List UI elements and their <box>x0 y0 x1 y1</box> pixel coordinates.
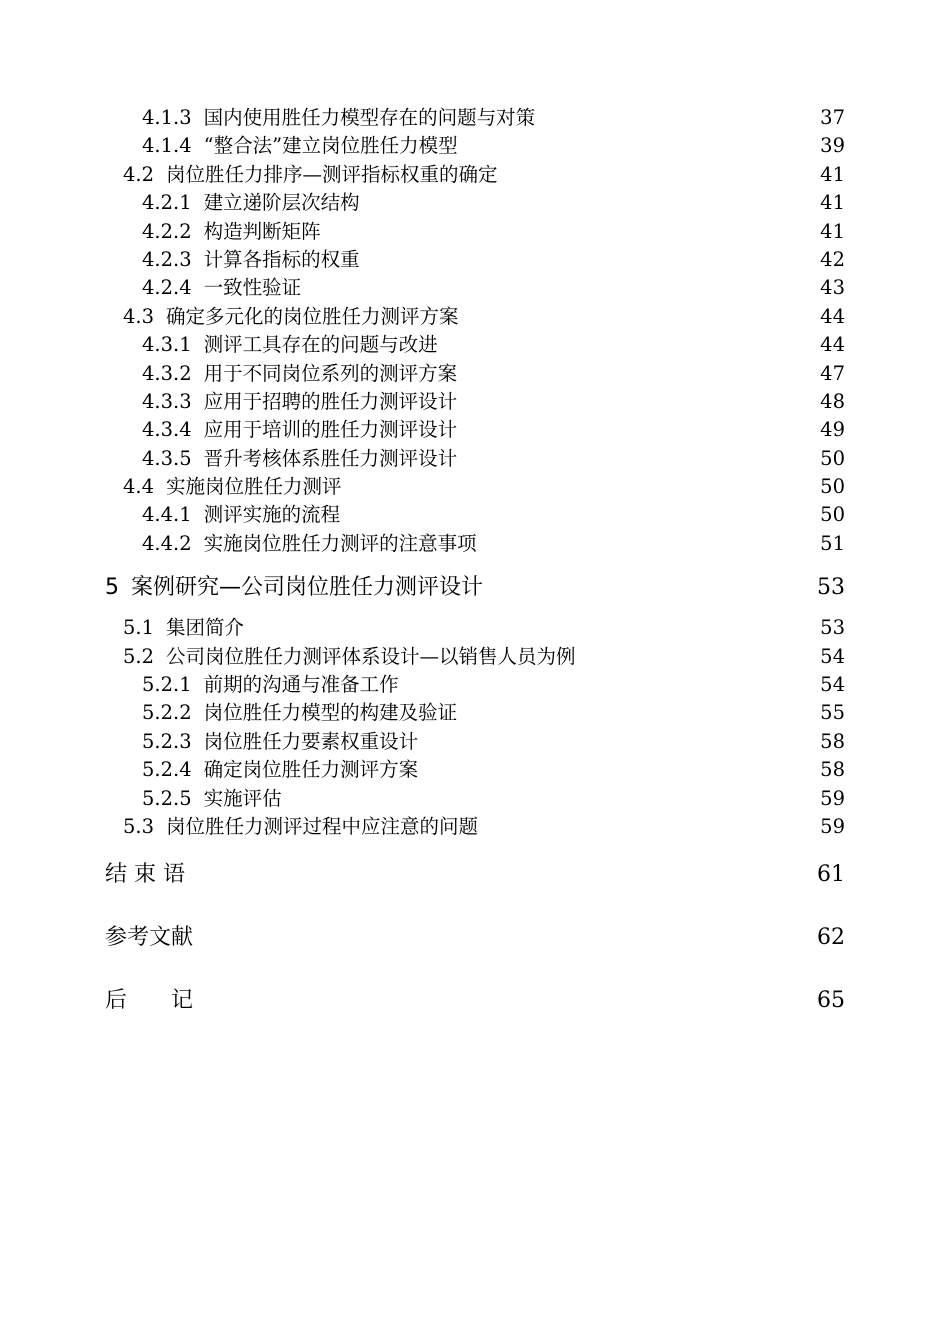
toc-entry-page: 50 <box>820 446 845 470</box>
toc-entry-5-1[interactable] <box>0 614 950 642</box>
toc-entry-number: 4.4 <box>123 475 155 499</box>
toc-entry-title: 用于不同岗位系列的测评方案 <box>203 361 458 385</box>
toc-entry-title: 实施评估 <box>203 786 282 810</box>
toc-entry-4-2-2[interactable] <box>0 218 950 246</box>
toc-entry-number: 4.4.2 <box>142 531 192 555</box>
toc-entry-number: 5.3 <box>123 814 155 838</box>
toc-entry-4-1-3[interactable] <box>0 104 950 132</box>
toc-entry-number: 4.2.1 <box>142 191 192 215</box>
toc-entry-title: 集团简介 <box>166 616 245 640</box>
toc-entry-page: 53 <box>817 575 845 601</box>
toc-entry-page: 54 <box>820 673 845 697</box>
toc-entry-4-3-4[interactable] <box>0 416 950 444</box>
toc-entry-number: 4.1.3 <box>142 106 192 129</box>
toc-entry-title: 构造判断矩阵 <box>203 219 321 243</box>
toc-entry-title: 结 束 语 <box>105 862 185 888</box>
toc-entry-title: “整合法”建立岗位胜任力模型 <box>203 134 458 158</box>
toc-entry-title: 应用于招聘的胜任力测评设计 <box>203 389 458 413</box>
toc-entry-title: 测评工具存在的问题与改进 <box>203 333 438 357</box>
toc-postscript[interactable] <box>0 979 950 1023</box>
toc-entry-number: 4.3.2 <box>142 361 192 385</box>
toc-entry-number: 5.2.2 <box>142 701 192 725</box>
toc-entry-5-2-3[interactable] <box>0 728 950 756</box>
toc-entry-title: 国内使用胜任力模型存在的问题与对策 <box>203 106 536 129</box>
toc-entry-4-2-3[interactable] <box>0 246 950 274</box>
toc-entry-4-4[interactable] <box>0 473 950 501</box>
toc-entry-page: 44 <box>820 333 845 357</box>
toc-entry-4-3-5[interactable] <box>0 445 950 473</box>
toc-conclusion[interactable] <box>0 853 950 897</box>
toc-entry-title: 实施岗位胜任力测评 <box>166 475 342 499</box>
toc-entry-number: 5.2.5 <box>142 786 192 810</box>
toc-entry-page: 50 <box>820 475 845 499</box>
toc-entry-page: 39 <box>820 134 845 158</box>
toc-entry-4-3-1[interactable] <box>0 331 950 359</box>
toc-entry-page: 55 <box>820 701 845 725</box>
toc-entry-page: 65 <box>817 988 845 1014</box>
toc-entry-5-2-4[interactable] <box>0 756 950 784</box>
toc-entry-4-2-4[interactable] <box>0 274 950 302</box>
toc-entry-page: 41 <box>820 191 845 215</box>
toc-entry-page: 58 <box>820 758 845 782</box>
toc-entry-number: 4.3.1 <box>142 333 192 357</box>
toc-entry-number: 4.2.3 <box>142 247 192 271</box>
toc-entry-title: 晋升考核体系胜任力测评设计 <box>203 446 458 470</box>
toc-entry-title: 岗位胜任力排序—测评指标权重的确定 <box>166 162 498 186</box>
toc-entry-title: 计算各指标的权重 <box>203 247 360 271</box>
toc-entry-title: 公司岗位胜任力测评体系设计—以销售人员为例 <box>166 644 576 668</box>
toc-entry-title: 一致性验证 <box>203 276 302 300</box>
toc-entry-page: 37 <box>820 106 845 129</box>
toc-entry-4-4-2[interactable] <box>0 530 950 558</box>
toc-entry-title: 应用于培训的胜任力测评设计 <box>203 418 458 442</box>
toc-entry-number: 4.2.4 <box>142 276 192 300</box>
toc-entry-4-2[interactable] <box>0 161 950 189</box>
toc-entry-title: 案例研究—公司岗位胜任力测评设计 <box>131 575 484 601</box>
toc-entry-page: 62 <box>817 925 845 951</box>
toc-entry-page: 58 <box>820 729 845 753</box>
toc-entry-5-2[interactable] <box>0 643 950 671</box>
toc-entry-page: 43 <box>820 276 845 300</box>
toc-entry-number: 5.2.3 <box>142 729 192 753</box>
toc-references[interactable] <box>0 916 950 960</box>
toc-entry-page: 49 <box>820 418 845 442</box>
toc-entry-page: 44 <box>820 304 845 328</box>
toc-entry-page: 59 <box>820 786 845 810</box>
toc-entry-page: 42 <box>820 247 845 271</box>
toc-entry-number: 4.2.2 <box>142 219 192 243</box>
toc-entry-4-1-4[interactable] <box>0 132 950 160</box>
toc-entry-number: 4.3.5 <box>142 446 192 470</box>
toc-entry-title: 前期的沟通与准备工作 <box>203 673 399 697</box>
toc-entry-page: 48 <box>820 389 845 413</box>
toc-entry-page: 51 <box>820 531 845 555</box>
toc-entry-number: 4.3.4 <box>142 418 192 442</box>
toc-entry-title: 岗位胜任力测评过程中应注意的问题 <box>166 814 479 838</box>
toc-entry-page: 50 <box>820 503 845 527</box>
toc-entry-page: 41 <box>820 219 845 243</box>
toc-entry-number: 5.2.1 <box>142 673 192 697</box>
toc-entry-number: 5.1 <box>123 616 155 640</box>
toc-entry-page: 47 <box>820 361 845 385</box>
toc-entry-4-3-3[interactable] <box>0 388 950 416</box>
toc-entry-5-2-1[interactable] <box>0 671 950 699</box>
toc-entry-page: 53 <box>820 616 845 640</box>
toc-entry-title: 参考文献 <box>105 925 194 951</box>
toc-entry-4-3-2[interactable] <box>0 360 950 388</box>
toc-entry-5-3[interactable] <box>0 813 950 841</box>
toc-entry-number: 4.2 <box>123 162 155 186</box>
toc-entry-4-4-1[interactable] <box>0 501 950 529</box>
toc-chapter-5[interactable] <box>0 566 950 610</box>
toc-entry-page: 41 <box>820 162 845 186</box>
toc-entry-title: 确定岗位胜任力测评方案 <box>203 758 419 782</box>
toc-entry-title: 实施岗位胜任力测评的注意事项 <box>203 531 477 555</box>
toc-entry-title: 确定多元化的岗位胜任力测评方案 <box>166 304 459 328</box>
toc-entry-page: 61 <box>817 862 845 888</box>
table-of-contents <box>0 104 950 1042</box>
toc-entry-number: 4.3.3 <box>142 389 192 413</box>
toc-entry-number: 5 <box>105 575 119 601</box>
toc-entry-page: 54 <box>820 644 845 668</box>
toc-entry-title: 测评实施的流程 <box>203 503 341 527</box>
toc-entry-title: 岗位胜任力模型的构建及验证 <box>203 701 458 725</box>
toc-entry-title: 后 记 <box>105 988 194 1014</box>
toc-entry-title: 建立递阶层次结构 <box>203 191 360 215</box>
toc-entry-5-2-5[interactable] <box>0 785 950 813</box>
toc-entry-number: 4.3 <box>123 304 155 328</box>
toc-entry-title: 岗位胜任力要素权重设计 <box>203 729 419 753</box>
toc-entry-number: 4.4.1 <box>142 503 192 527</box>
toc-entry-number: 5.2 <box>123 644 155 668</box>
toc-entry-4-3[interactable] <box>0 303 950 331</box>
toc-entry-number: 4.1.4 <box>142 134 192 158</box>
toc-entry-4-2-1[interactable] <box>0 189 950 217</box>
toc-entry-number: 5.2.4 <box>142 758 192 782</box>
toc-entry-page: 59 <box>820 814 845 838</box>
toc-entry-5-2-2[interactable] <box>0 699 950 727</box>
